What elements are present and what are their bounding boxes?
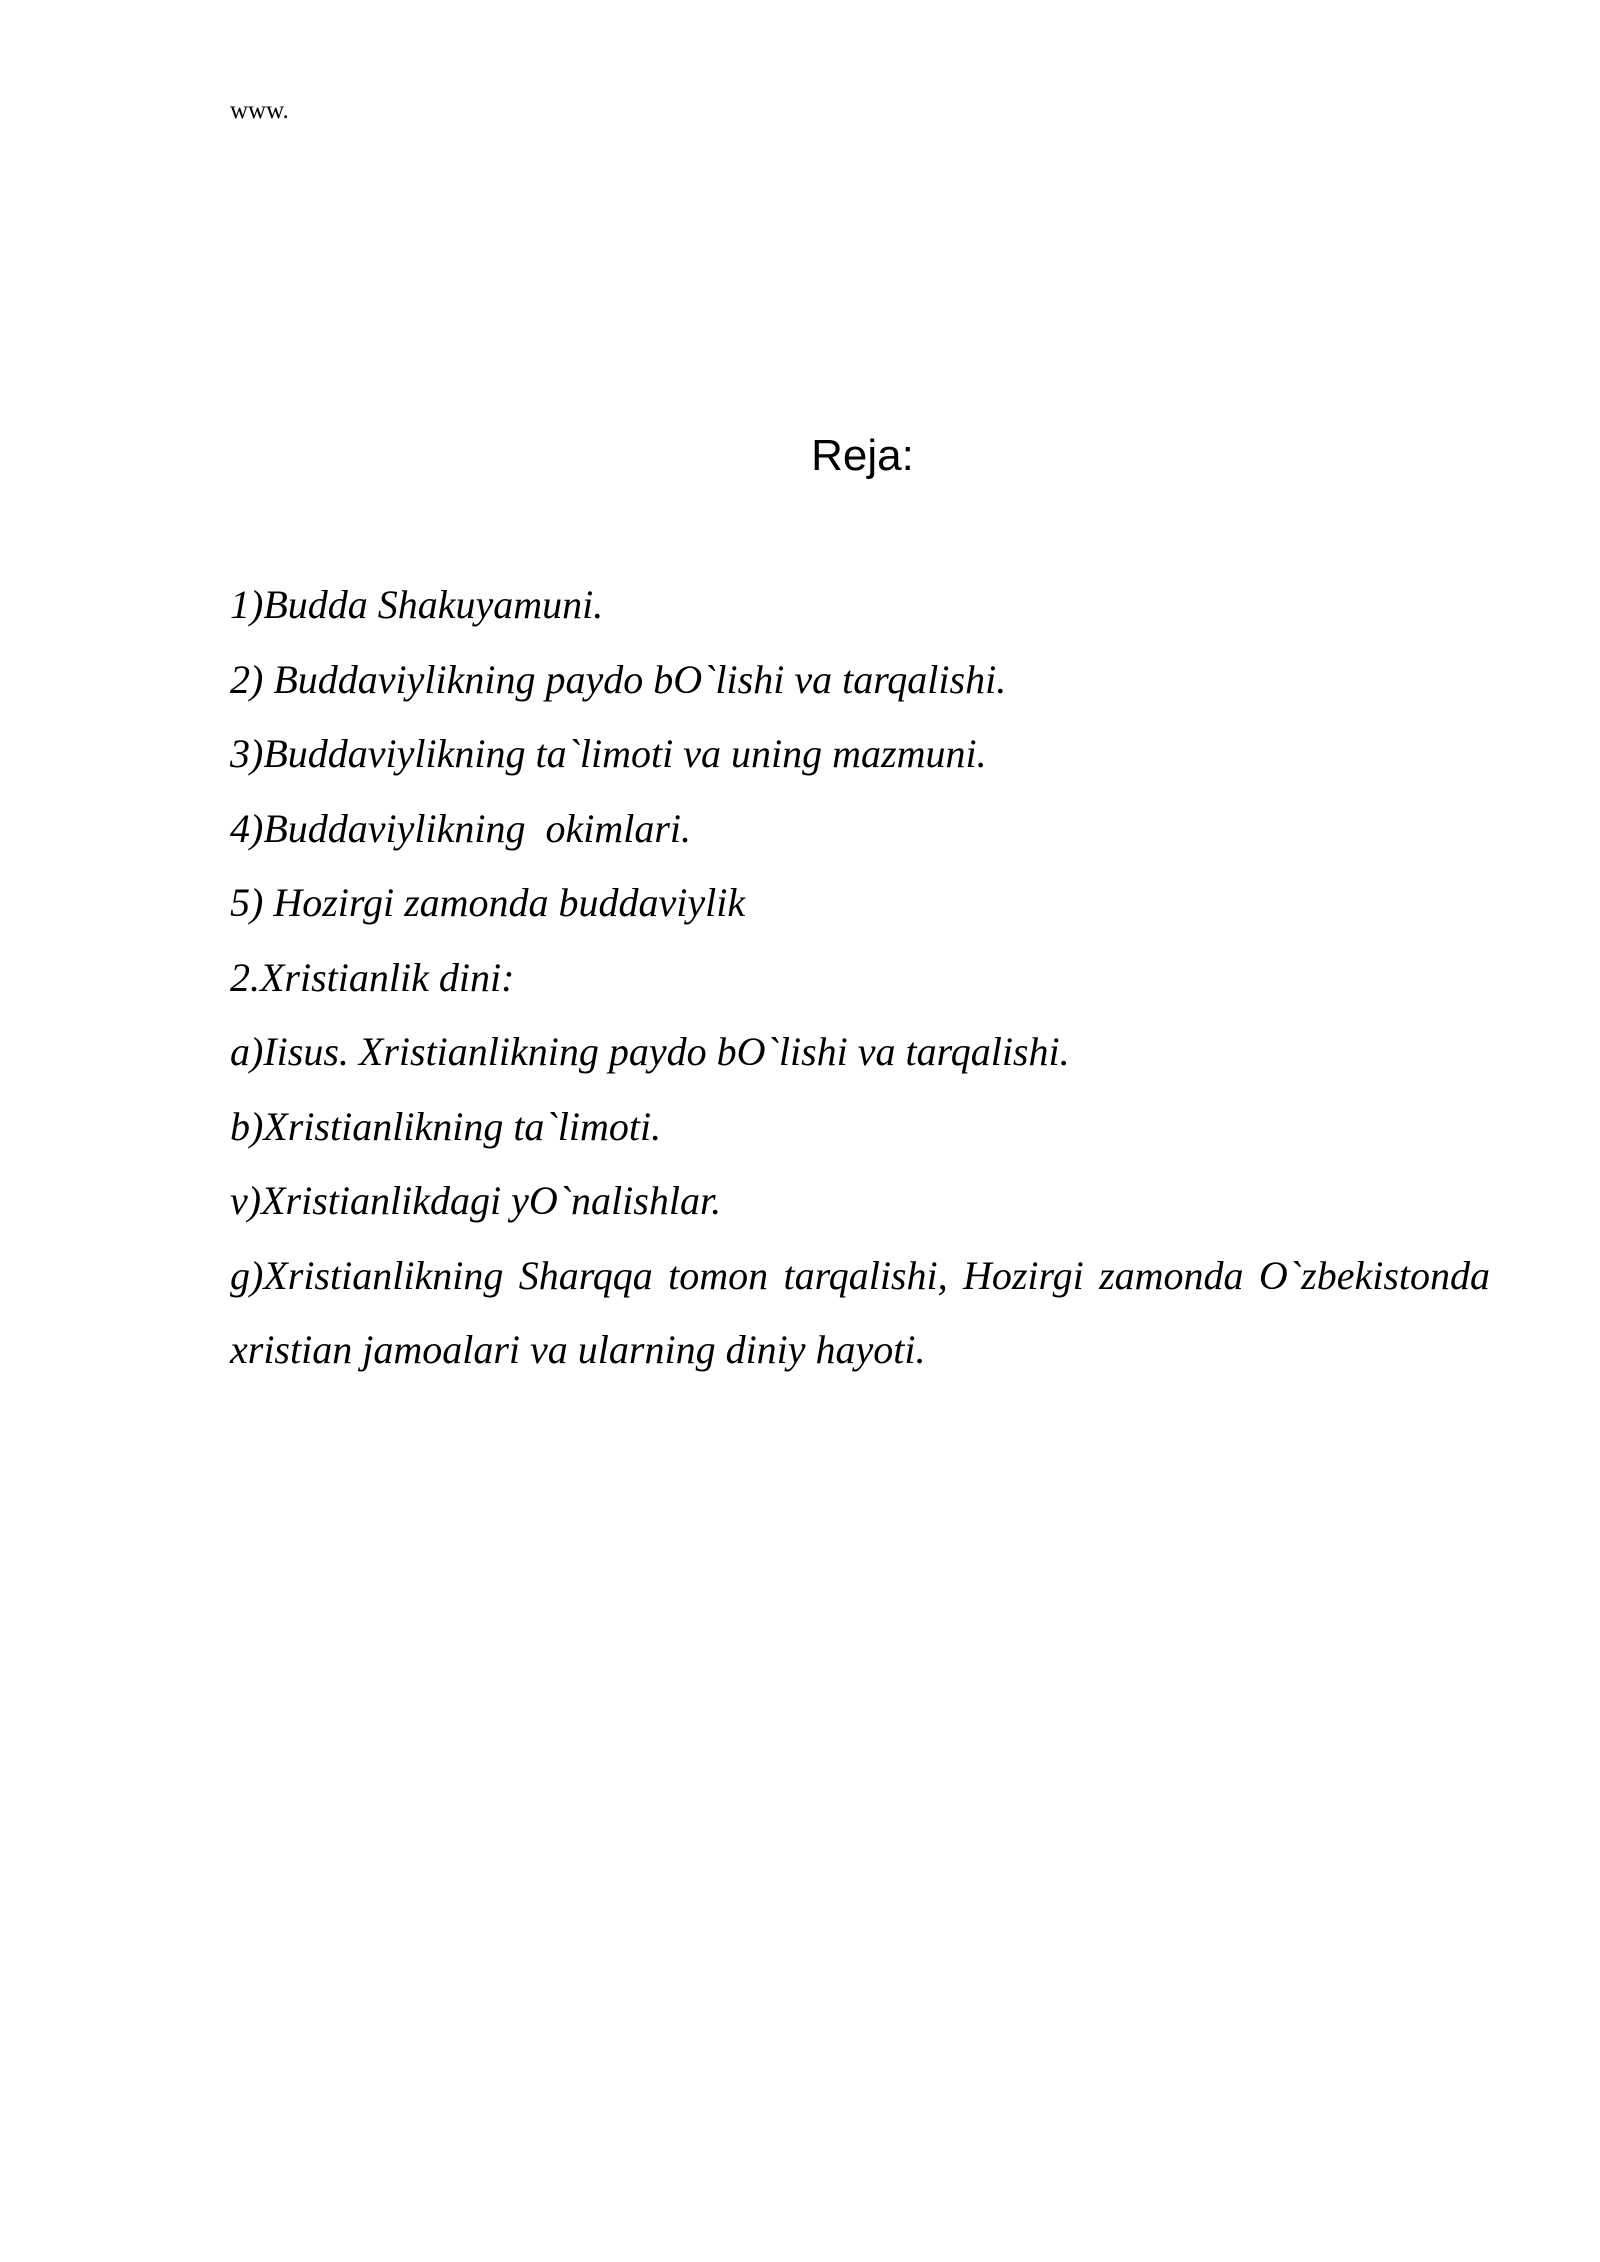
plan-item: 1)Budda Shakuyamuni. <box>230 582 604 627</box>
plan-item: b)Xristianlikning ta`limoti. <box>230 1103 662 1149</box>
plan-item: 4)Buddaviylikning okimlari. <box>230 805 692 851</box>
plan-item: 2) Buddaviylikning paydo bO`lishi va tarqalishi. <box>230 656 1007 702</box>
plan-item: g)Xristianlikning Sharqqa tomon tarqalishi, Hozirgi zamonda O`zbekistonda xristian jamoalari va ularning diniy hayoti. <box>230 1252 1490 1372</box>
plan-item: 3)Buddaviylikning ta`limoti va uning mazmuni. <box>230 731 987 776</box>
page-title: Reja: <box>811 431 914 480</box>
page-header-text: www. <box>230 97 289 124</box>
plan-item: a)Iisus. Xristianlikning paydo bO`lishi va tarqalishi. <box>230 1029 1070 1074</box>
plan-list <box>230 568 1490 1388</box>
plan-item: 2.Xristianlik dini: <box>230 954 515 1000</box>
plan-item: 5) Hozirgi zamonda buddaviylik <box>230 880 746 925</box>
plan-item: v)Xristianlikdagi yO`nalishlar. <box>230 1178 722 1223</box>
